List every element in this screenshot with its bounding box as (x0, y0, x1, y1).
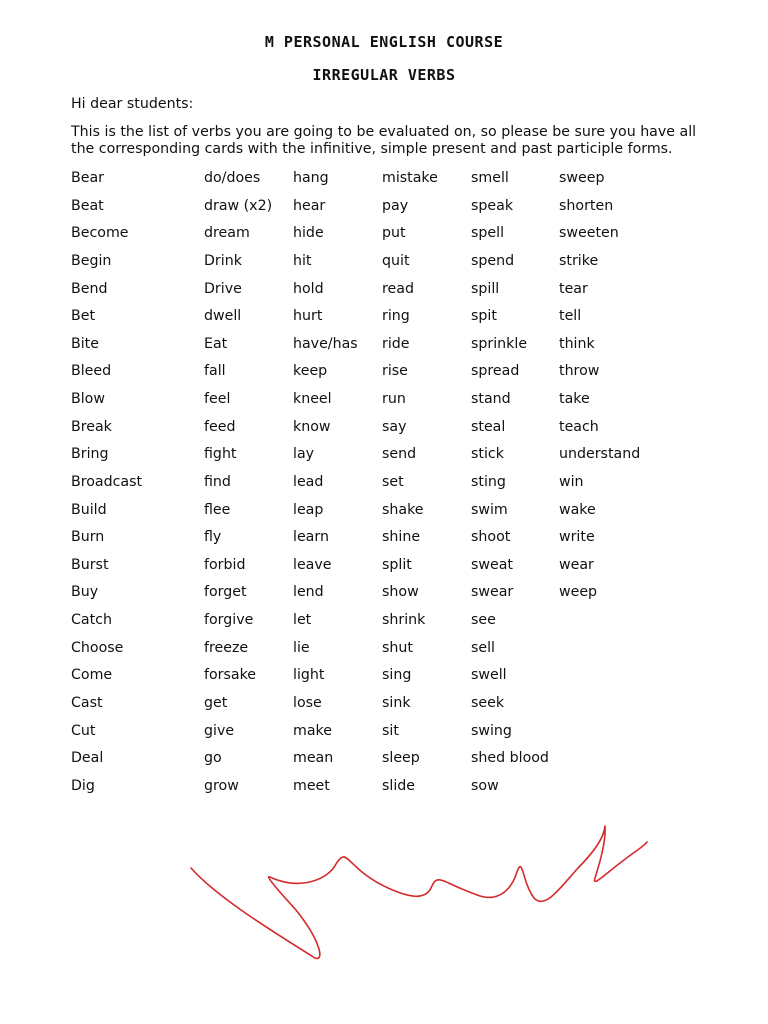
verb-item: forget (204, 584, 247, 601)
verb-item: Bleed (71, 363, 112, 380)
verb-item: fall (204, 363, 226, 380)
verb-column (204, 167, 293, 802)
verb-item: find (204, 473, 231, 490)
page-subtitle: IRREGULAR VERBS (312, 66, 456, 84)
verb-item: Buy (71, 584, 99, 601)
verb-item: strike (559, 252, 599, 269)
verb-item: swear (471, 584, 514, 601)
verb-item: speak (471, 197, 514, 214)
verb-item: leap (293, 501, 324, 518)
verb-item: lend (293, 584, 324, 601)
verb-item: shrink (382, 612, 426, 628)
verb-column (293, 167, 382, 802)
verb-item: hear (293, 197, 326, 214)
verb-item: Bend (71, 280, 108, 297)
verb-item: wear (559, 556, 594, 573)
verb-item: sweep (559, 170, 605, 186)
verb-item: spill (471, 280, 500, 297)
verb-item: sting (471, 473, 506, 490)
verb-item: hold (293, 280, 324, 297)
verb-item: know (293, 418, 331, 435)
verb-item: fight (204, 446, 237, 463)
verb-item: feed (204, 418, 236, 435)
verb-item: write (559, 529, 595, 546)
verb-item: sweeten (559, 225, 619, 242)
verb-item: Build (71, 501, 107, 518)
verb-item: Drink (204, 252, 242, 269)
verb-item: flee (204, 501, 231, 518)
verb-item: shoot (471, 529, 511, 546)
verb-item: stand (471, 391, 511, 407)
verb-item: shorten (559, 197, 614, 214)
verb-item: hurt (293, 308, 323, 325)
verb-item: shine (382, 529, 421, 546)
verb-item: tear (559, 280, 588, 297)
verb-item: steal (471, 418, 506, 435)
verb-item: Beat (71, 197, 104, 214)
verb-column (559, 167, 659, 802)
verb-item: hide (293, 225, 324, 242)
verb-item: lead (293, 473, 324, 490)
verb-item: lose (293, 694, 322, 711)
verb-item: sow (471, 777, 499, 794)
verb-column (71, 167, 204, 802)
verb-item: Bring (71, 446, 109, 463)
verb-item: Cut (71, 722, 96, 739)
verb-item: sing (382, 667, 412, 684)
verb-item: keep (293, 363, 328, 380)
verb-item: pay (382, 197, 409, 214)
verb-item: sell (471, 639, 496, 656)
verb-item: Broadcast (71, 473, 143, 490)
verb-item: meet (293, 777, 330, 794)
verb-item: put (382, 225, 406, 242)
verb-item: seek (471, 694, 505, 711)
verb-item: spit (471, 308, 497, 325)
verb-item: have/has (293, 335, 358, 352)
signature-stroke (191, 826, 647, 958)
verb-item: go (204, 750, 222, 767)
verb-item: make (293, 722, 332, 739)
verb-item: dream (204, 225, 250, 242)
verb-item: sink (382, 694, 411, 711)
verb-item: Become (71, 225, 129, 242)
verb-item: swell (471, 667, 507, 684)
verb-item: run (382, 391, 406, 407)
verb-item: lie (293, 639, 310, 656)
verb-item: give (204, 722, 235, 739)
verb-item: say (382, 418, 407, 435)
verb-item: lay (293, 446, 315, 463)
verb-item: sleep (382, 750, 420, 767)
verb-item: set (382, 473, 404, 490)
verb-item: spell (471, 225, 505, 242)
verb-item: wake (559, 501, 596, 518)
verb-item: Cast (71, 694, 103, 711)
verb-item: Bet (71, 308, 96, 325)
verb-item: quit (382, 252, 410, 269)
verb-item: do/does (204, 170, 261, 186)
verb-item: fly (204, 529, 222, 546)
verb-item: mean (293, 750, 334, 767)
verb-item: Dig (71, 777, 95, 794)
verb-item: Blow (71, 391, 105, 407)
verb-item: dwell (204, 308, 242, 325)
verb-item: tell (559, 308, 582, 325)
verb-item: leave (293, 556, 332, 573)
verb-item: take (559, 391, 590, 407)
verb-item: win (559, 473, 584, 490)
verb-item: ring (382, 308, 410, 325)
verb-item: sweat (471, 556, 513, 573)
verb-item: Bite (71, 335, 99, 352)
verb-item: shake (382, 501, 424, 518)
verb-item: feel (204, 391, 231, 407)
verb-item: swing (471, 722, 512, 739)
verb-item: hit (293, 252, 312, 269)
verb-item: Burn (71, 529, 105, 546)
greeting-text: Hi dear students: (71, 96, 194, 112)
verb-item: forsake (204, 667, 257, 684)
intro-paragraph: This is the list of verbs you are going to be evaluated on, so please be sure you have all the corresponding cards with the infinitive, simple present and past participle forms. (71, 124, 697, 157)
verb-item: hang (293, 170, 329, 186)
verb-item: Drive (204, 280, 242, 297)
verb-item: Catch (71, 612, 112, 628)
verb-item: forbid (204, 556, 246, 573)
verb-item: Deal (71, 750, 104, 767)
verb-list (71, 167, 659, 802)
verb-item: Eat (204, 335, 228, 352)
verb-column (471, 167, 559, 802)
verb-item: forgive (204, 612, 254, 628)
verb-item: show (382, 584, 419, 601)
verb-item: weep (559, 584, 598, 601)
verb-item: Bear (71, 170, 104, 186)
verb-item: teach (559, 418, 599, 435)
verb-item: shed blood (471, 750, 549, 767)
verb-item: Burst (71, 556, 109, 573)
verb-item: stick (471, 446, 504, 463)
verb-item: Choose (71, 639, 124, 656)
verb-item: kneel (293, 391, 332, 407)
verb-item: slide (382, 777, 416, 794)
verb-item: Come (71, 667, 113, 684)
page-title: M PERSONAL ENGLISH COURSE (264, 33, 504, 51)
verb-item: think (559, 335, 595, 352)
verb-item: learn (293, 529, 329, 546)
verb-item: spend (471, 252, 515, 269)
verb-item: split (382, 556, 412, 573)
verb-item: throw (559, 363, 600, 380)
verb-item: get (204, 694, 228, 711)
verb-item: shut (382, 639, 413, 656)
verb-item: grow (204, 777, 239, 794)
verb-item: smell (471, 170, 509, 186)
verb-column (382, 167, 471, 802)
verb-item: sprinkle (471, 335, 528, 352)
verb-item: mistake (382, 170, 438, 186)
verb-item: understand (559, 446, 641, 463)
verb-item: light (293, 667, 325, 684)
verb-item: see (471, 612, 496, 628)
verb-item: Begin (71, 252, 112, 269)
verb-item: rise (382, 363, 408, 380)
verb-item: freeze (204, 639, 249, 656)
verb-item: spread (471, 363, 520, 380)
verb-item: Break (71, 418, 112, 435)
verb-item: draw (x2) (204, 197, 273, 214)
verb-item: ride (382, 335, 410, 352)
verb-item: let (293, 612, 312, 628)
verb-item: sit (382, 722, 399, 739)
verb-item: read (382, 280, 414, 297)
verb-item: send (382, 446, 417, 463)
verb-item: swim (471, 501, 508, 518)
